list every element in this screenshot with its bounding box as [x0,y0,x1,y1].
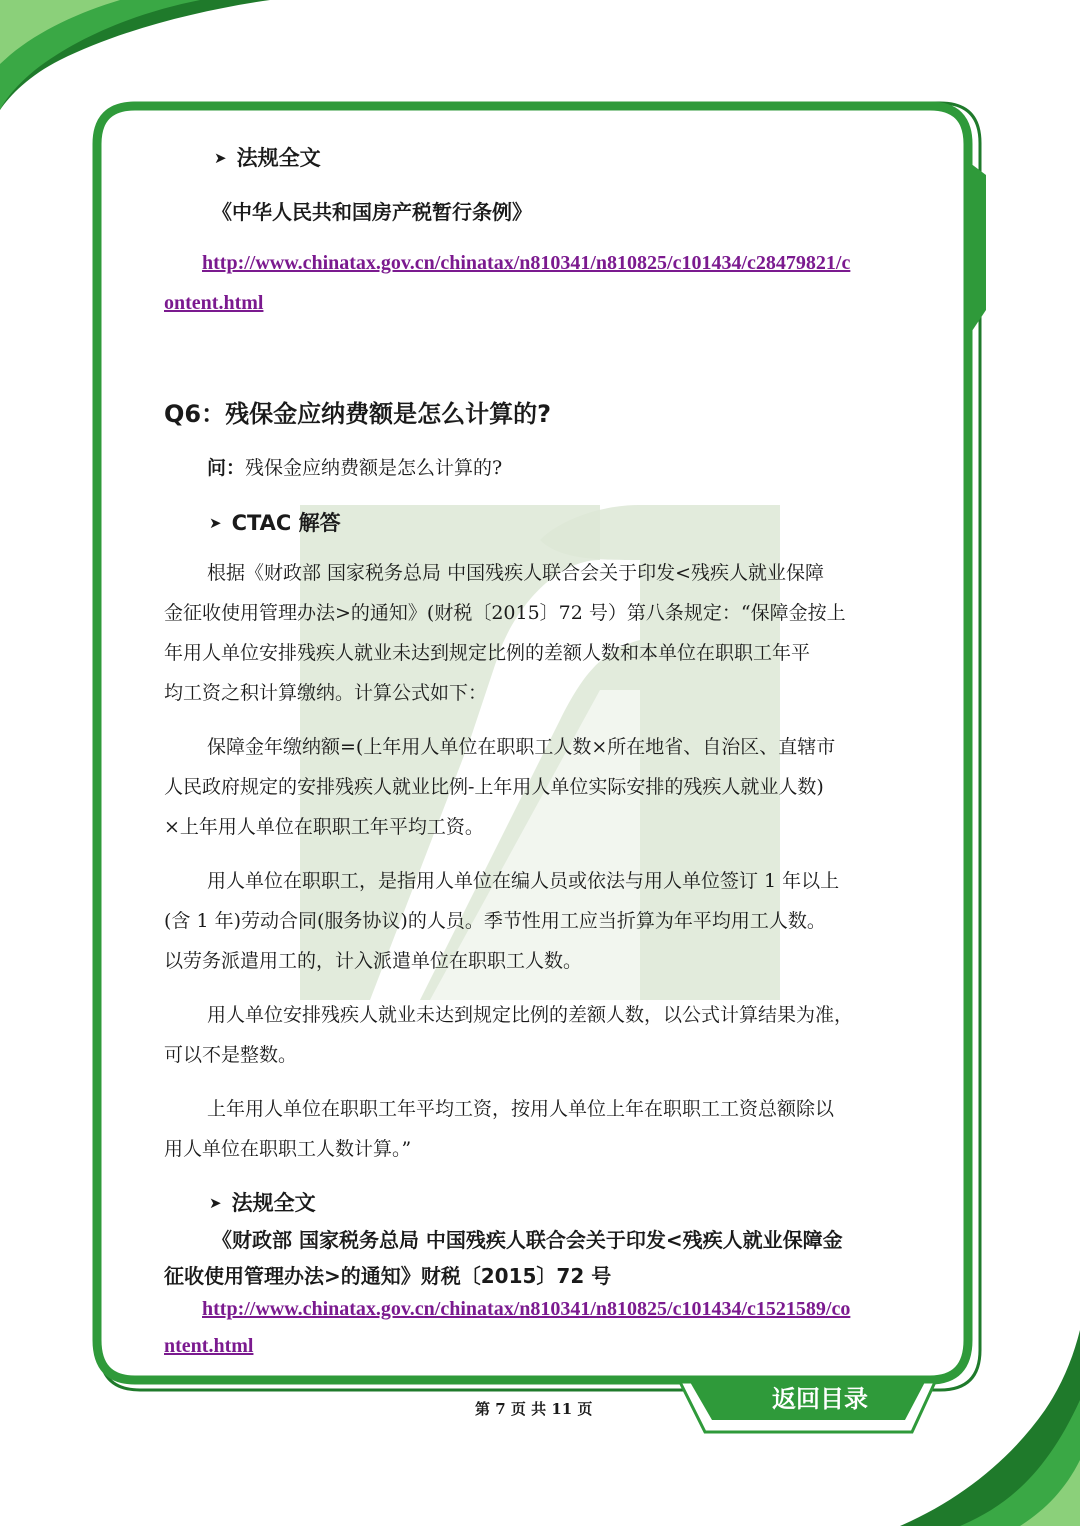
question-title: Q6：残保金应纳费额是怎么计算的? [164,400,552,428]
paragraph-line: 可以不是整数。 [164,1044,298,1066]
page-number: 第 7 页 共 11 页 [475,1400,593,1418]
paragraph-line: ×上年用人单位在职职工年平均工资。 [164,816,484,838]
section2-link-line2[interactable]: ntent.html [164,1335,254,1357]
answer-paragraph-2 [164,727,924,847]
answer-heading: ➤ CTAC 解答 [209,511,341,535]
paragraph-line: 上年用人单位在职职工年平均工资，按用人单位上年在职职工工资总额除以 [207,1098,835,1120]
back-to-contents-button[interactable]: 返回目录 [772,1385,868,1413]
paragraph-line: 以劳务派遣用工的，计入派遣单位在职职工人数。 [164,950,583,972]
answer-paragraph-3 [164,861,924,981]
section2-law-line1: 《财政部 国家税务总局 中国残疾人联合会关于印发<残疾人就业保障金 [212,1228,843,1252]
paragraph-line: 保障金年缴纳额=(上年用人单位在职职工人数×所在地省、自治区、直辖市 [207,736,836,758]
paragraph-line: 人民政府规定的安排残疾人就业比例-上年用人单位实际安排的残疾人就业人数) [164,776,824,798]
paragraph-line: (含 1 年)劳动合同(服务协议)的人员。季节性用工应当折算为年平均用工人数。 [164,910,826,932]
ask-text: 残保金应纳费额是怎么计算的? [245,457,503,479]
section1-law-title: 《中华人民共和国房产税暂行条例》 [212,200,532,224]
paragraph-line: 年用人单位安排残疾人就业未达到规定比例的差额人数和本单位在职职工年平 [164,642,811,664]
paragraph-line: 用人单位在职职工，是指用人单位在编人员或依法与用人单位签订 1 年以上 [207,870,840,892]
arrow-bullet-icon: ➤ [209,514,222,532]
arrow-bullet-icon: ➤ [209,1194,222,1212]
paragraph-line: 均工资之积计算缴纳。计算公式如下： [164,682,488,704]
paragraph-line: 用人单位安排残疾人就业未达到规定比例的差额人数，以公式计算结果为准， [207,1004,854,1026]
paragraph-line: 金征收使用管理办法>的通知》(财税〔2015〕72 号）第八条规定：“保障金按上 [164,602,846,624]
paragraph-line: 用人单位在职职工人数计算。” [164,1138,412,1160]
section2-heading: ➤ 法规全文 [209,1191,316,1215]
section2-law-line2: 征收使用管理办法>的通知》财税〔2015〕72 号 [164,1264,612,1288]
arrow-bullet-icon: ➤ [214,149,227,167]
section1-heading: ➤ 法规全文 [214,146,321,170]
section2-link-line1[interactable]: http://www.chinatax.gov.cn/chinatax/n810341/n810825/c101434/c1521589/co [202,1298,851,1320]
question-ask [207,453,502,480]
answer-paragraph-5 [164,1089,924,1169]
ask-label: 问： [207,457,246,479]
section1-link-line2[interactable]: ontent.html [164,292,264,314]
answer-paragraph-1 [164,553,924,713]
answer-paragraph-4 [164,995,924,1075]
paragraph-line: 根据《财政部 国家税务总局 中国残疾人联合会关于印发<残疾人就业保障 [207,562,825,584]
section1-link-line1[interactable]: http://www.chinatax.gov.cn/chinatax/n810341/n810825/c101434/c28479821/c [202,252,851,274]
